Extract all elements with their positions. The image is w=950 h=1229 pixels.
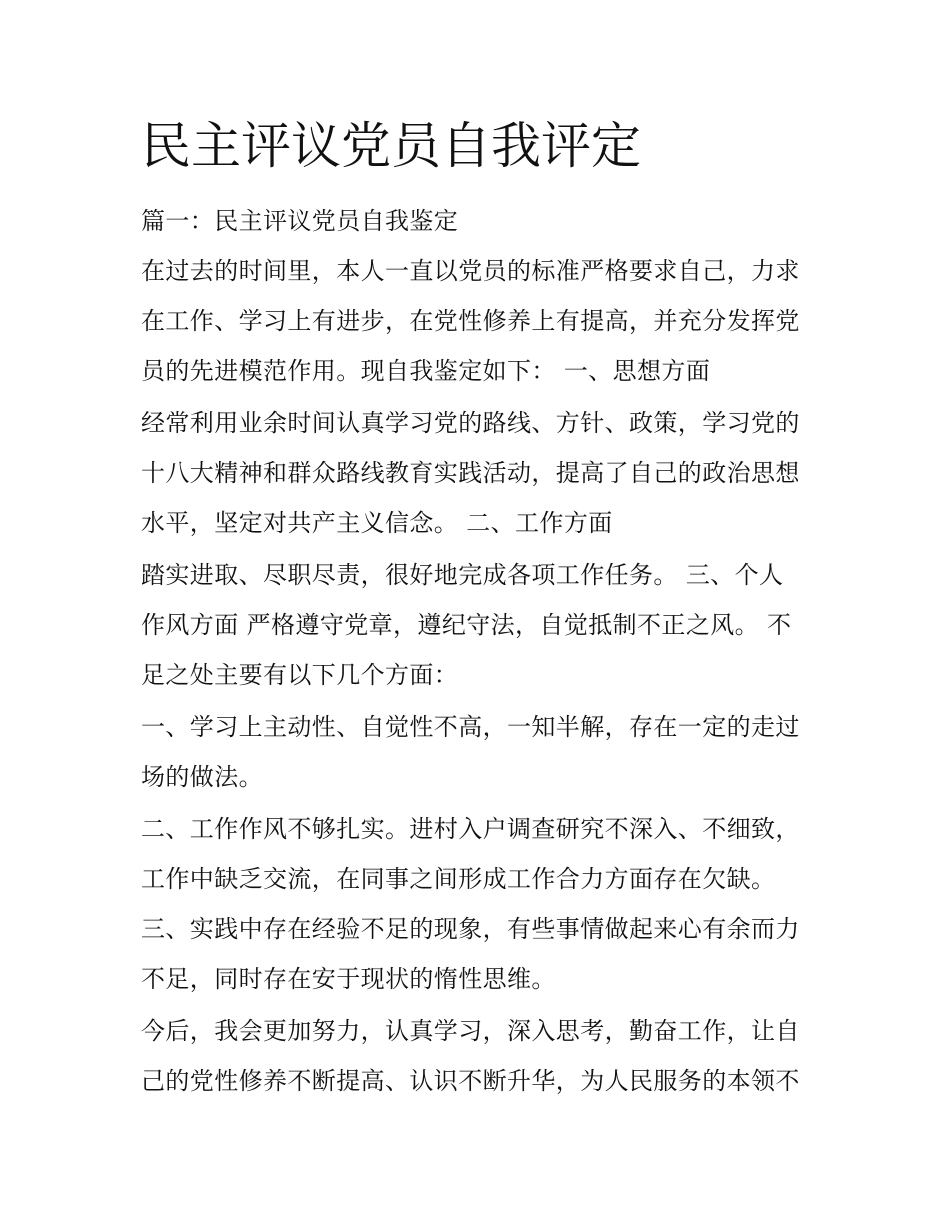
paragraph-line: 己的党性修养不断提高、认识不断升华，为人民服务的本领不 bbox=[141, 1067, 800, 1095]
paragraph-line: 水平，坚定对共产主义信念。 二、工作方面 bbox=[141, 509, 613, 537]
paragraph-line: 场的做法。 bbox=[141, 763, 263, 791]
paragraph-line: 十八大精神和群众路线教育实践活动，提高了自己的政治思想 bbox=[141, 459, 800, 487]
paragraph-line: 工作中缺乏交流，在同事之间形成工作合力方面存在欠缺。 bbox=[141, 865, 776, 893]
section-heading: 篇一：民主评议党员自我鉴定 bbox=[141, 207, 459, 235]
paragraph-line: 一、学习上主动性、自觉性不高，一知半解，存在一定的走过 bbox=[141, 713, 800, 741]
paragraph-line: 不足，同时存在安于现状的惰性思维。 bbox=[141, 965, 556, 993]
paragraph-line: 员的先进模范作用。现自我鉴定如下： 一、思想方面 bbox=[141, 357, 711, 385]
paragraph-line: 二、工作作风不够扎实。进村入户调查研究不深入、不细致， bbox=[141, 815, 800, 843]
paragraph-line: 经常利用业余时间认真学习党的路线、方针、政策，学习党的 bbox=[141, 409, 800, 437]
paragraph-line: 踏实进取、尽职尽责，很好地完成各项工作任务。 三、个人 bbox=[141, 561, 784, 589]
document-title: 民主评议党员自我评定 bbox=[141, 117, 641, 175]
paragraph-line: 在工作、学习上有进步，在党性修养上有提高，并充分发挥党 bbox=[141, 307, 800, 335]
paragraph-line: 足之处主要有以下几个方面： bbox=[141, 661, 459, 689]
paragraph-line: 三、实践中存在经验不足的现象，有些事情做起来心有余而力 bbox=[141, 915, 800, 943]
paragraph-line: 在过去的时间里，本人一直以党员的标准严格要求自己，力求 bbox=[141, 257, 800, 285]
paragraph-line: 作风方面 严格遵守党章，遵纪守法，自觉抵制不正之风。 不 bbox=[141, 611, 792, 639]
paragraph-line: 今后，我会更加努力，认真学习，深入思考，勤奋工作，让自 bbox=[141, 1017, 800, 1045]
